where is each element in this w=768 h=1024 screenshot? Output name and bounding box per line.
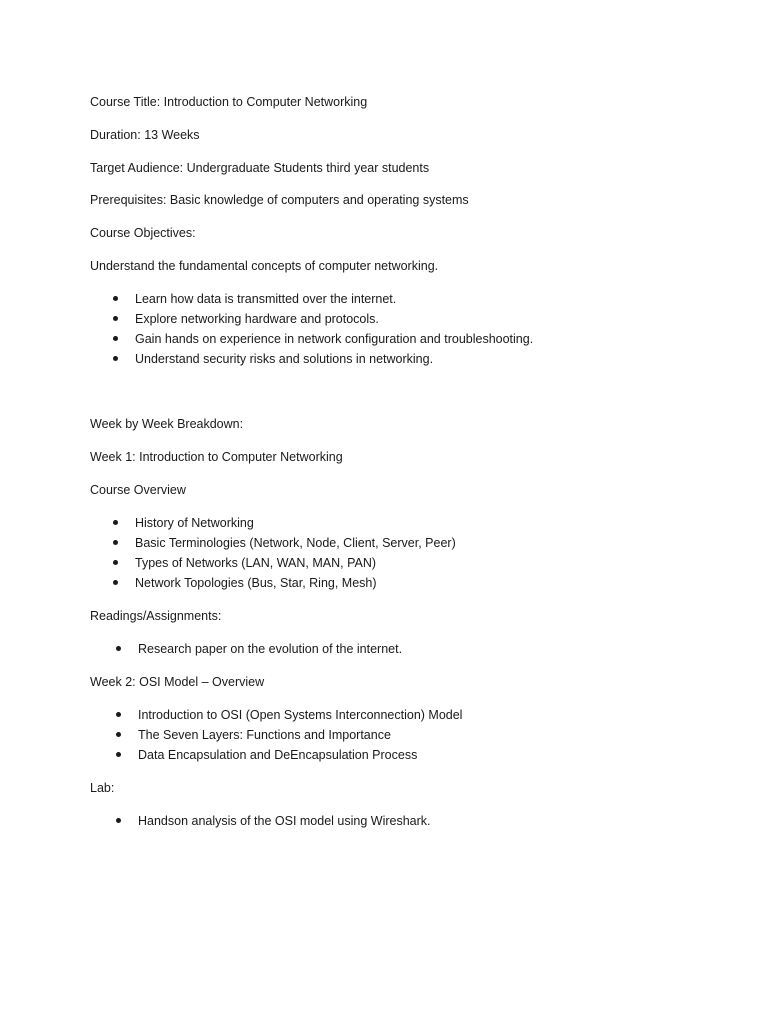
bullet-icon [116,646,121,651]
prerequisites: Prerequisites: Basic knowledge of computers and operating systems [90,193,469,207]
list-item-text: Data Encapsulation and DeEncapsulation Process [138,748,418,762]
bullet-icon [113,316,118,321]
objectives-intro: Understand the fundamental concepts of computer networking. [90,259,439,273]
bullet-icon [113,560,118,565]
bullet-icon [113,336,118,341]
week1-title: Week 1: Introduction to Computer Networking [90,450,343,464]
bullet-icon [116,818,121,823]
list-item-text: The Seven Layers: Functions and Importance [138,728,391,742]
week2-lab-heading: Lab: [90,781,115,795]
week1-subheading: Course Overview [90,483,186,497]
bullet-icon [113,540,118,545]
duration: Duration: 13 Weeks [90,128,200,142]
list-item-text: Gain hands on experience in network configuration and troubleshooting. [135,332,534,346]
list-item-text: Network Topologies (Bus, Star, Ring, Mesh) [135,576,377,590]
list-item-text: History of Networking [135,516,254,530]
week2-title: Week 2: OSI Model – Overview [90,675,265,689]
list-item-text: Research paper on the evolution of the internet. [138,642,403,656]
bullet-icon [116,712,121,717]
bullet-icon [113,580,118,585]
list-item-text: Introduction to OSI (Open Systems Interconnection) Model [138,708,463,722]
list-item-text: Handson analysis of the OSI model using Wireshark. [138,814,431,828]
course-title: Course Title: Introduction to Computer Networking [90,95,368,109]
objectives-heading: Course Objectives: [90,226,196,240]
week1-readings-heading: Readings/Assignments: [90,609,222,623]
list-item-text: Understand security risks and solutions in networking. [135,352,434,366]
bullet-icon [116,732,121,737]
breakdown-heading: Week by Week Breakdown: [90,417,244,431]
bullet-icon [113,356,118,361]
list-item-text: Basic Terminologies (Network, Node, Client, Server, Peer) [135,536,456,550]
list-item-text: Learn how data is transmitted over the internet. [135,292,397,306]
bullet-icon [116,752,121,757]
list-item-text: Explore networking hardware and protocols. [135,312,379,326]
list-item-text: Types of Networks (LAN, WAN, MAN, PAN) [135,556,377,570]
bullet-icon [113,296,118,301]
bullet-icon [113,520,118,525]
target-audience: Target Audience: Undergraduate Students third year students [90,161,430,175]
